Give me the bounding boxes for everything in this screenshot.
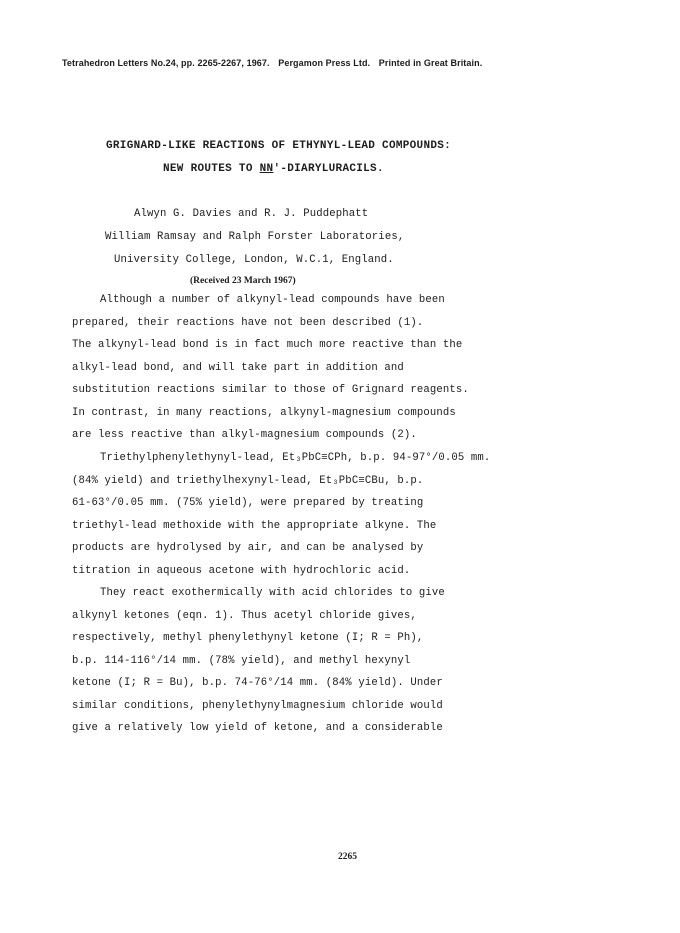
journal-citation: Tetrahedron Letters No.24, pp. 2265-2267, 1967. — [62, 58, 270, 68]
article-title-line-1: GRIGNARD-LIKE REACTIONS OF ETHYNYL-LEAD COMPOUNDS: — [106, 140, 452, 152]
title-underlined: NN — [259, 163, 274, 175]
article-title-line-2 — [163, 163, 384, 175]
text-line: The alkynyl-lead bond is in fact much more reactive than the — [72, 339, 463, 351]
affiliation-line-1: William Ramsay and Ralph Forster Laboratories, — [105, 231, 405, 243]
text-line: They react exothermically with acid chlorides to give — [100, 587, 445, 599]
publisher: Pergamon Press Ltd. — [278, 58, 371, 68]
text-line: similar conditions, phenylethynylmagnesium chloride would — [72, 699, 443, 712]
text-line: alkyl-lead bond, and will take part in addition and — [72, 361, 404, 374]
paragraph-2 — [72, 447, 632, 582]
text-line: In contrast, in many reactions, alkynyl-magnesium compounds — [72, 406, 456, 419]
received-date: (Received 23 March 1967) — [190, 276, 296, 286]
text-line: triethyl-lead methoxide with the appropriate alkyne. The — [72, 519, 437, 532]
text-line: 61-63°/0.05 mm. (75% yield), were prepared by treating — [72, 497, 424, 509]
title-suffix: '-DIARYLURACILS. — [273, 163, 384, 175]
paragraph-1 — [72, 289, 632, 447]
text-line: titration in aqueous acetone with hydrochloric acid. — [72, 564, 411, 577]
text-line: b.p. 114-116°/14 mm. (78% yield), and methyl hexynyl — [72, 654, 411, 667]
text-line: Although a number of alkynyl-lead compounds have been — [100, 294, 445, 306]
authors: Alwyn G. Davies and R. J. Puddephatt — [134, 208, 369, 220]
running-header — [62, 58, 622, 68]
text-line: Triethylphenylethynyl-lead, Et₃PbC≡CPh, b.p. 94-97°/0.05 mm. — [100, 452, 491, 464]
text-line: alkynyl ketones (eqn. 1). Thus acetyl chloride gives, — [72, 609, 417, 622]
paragraph-3 — [72, 582, 632, 740]
affiliation-line-2: University College, London, W.C.1, England. — [114, 254, 394, 266]
text-line: are less reactive than alkyl-magnesium compounds (2). — [72, 429, 417, 441]
text-line: products are hydrolysed by air, and can be analysed by — [72, 542, 424, 554]
printed-in: Printed in Great Britain. — [378, 58, 483, 68]
text-line: ketone (I; R = Bu), b.p. 74-76°/14 mm. (84% yield). Under — [72, 677, 443, 689]
text-line: (84% yield) and triethylhexynyl-lead, Et₃PbC≡CBu, b.p. — [72, 474, 424, 487]
title-prefix: NEW ROUTES TO — [163, 163, 260, 175]
text-line: give a relatively low yield of ketone, and a considerable — [72, 722, 443, 734]
text-line: respectively, methyl phenylethynyl ketone (I; R = Ph), — [72, 632, 424, 644]
text-line: prepared, their reactions have not been described (1). — [72, 316, 424, 329]
page-number: 2265 — [338, 852, 357, 862]
text-line: substitution reactions similar to those of Grignard reagents. — [72, 384, 469, 396]
